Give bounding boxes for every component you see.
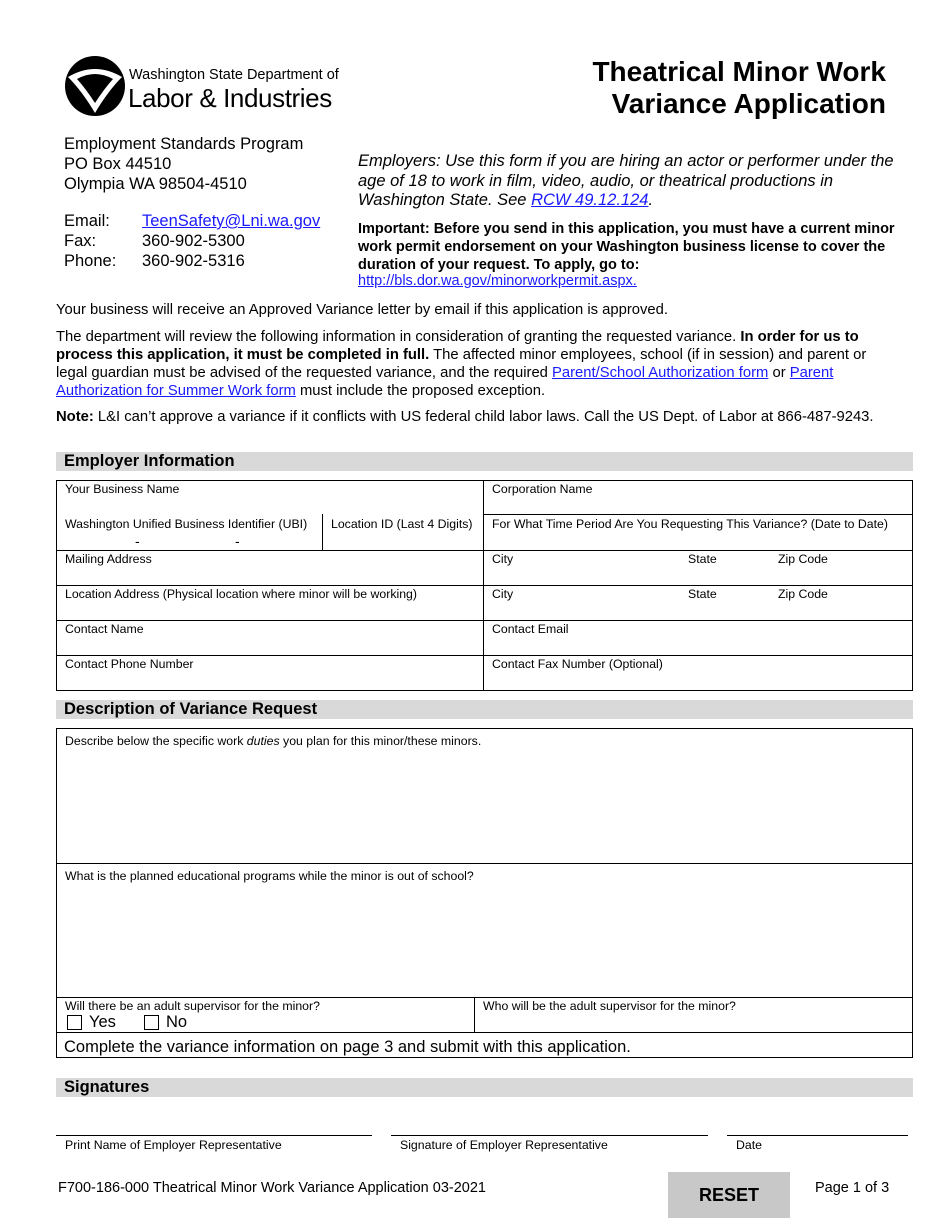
duties-field[interactable]	[65, 734, 481, 748]
ubi-separator: -	[135, 533, 140, 549]
agency-address	[64, 134, 303, 194]
phone-number: 360-902-5316	[142, 252, 245, 270]
business-name-field[interactable]: Your Business Name	[65, 482, 180, 496]
review-text-c: must include the proposed exception.	[295, 383, 546, 399]
review-text-or: or	[768, 365, 790, 381]
table-line	[56, 585, 913, 586]
program-name: Employment Standards Program	[64, 135, 304, 153]
employer-info-heading: Employer Information	[56, 452, 913, 471]
table-line	[56, 690, 913, 691]
page-number: Page 1 of 3	[815, 1180, 890, 1196]
table-line	[56, 728, 57, 1058]
form-id: F700-186-000 Theatrical Minor Work Variance Application 03-2021	[58, 1180, 486, 1196]
table-line	[474, 997, 475, 1032]
table-line	[56, 1032, 913, 1033]
contact-fax-field[interactable]: Contact Fax Number (Optional)	[492, 657, 663, 671]
note-text: L&I can’t approve a variance if it conflicts with US federal child labor laws. Call the US Dept. of Labor at 866-487-9243.	[93, 409, 874, 425]
reset-button[interactable]: RESET	[668, 1172, 790, 1218]
title-line1: Theatrical Minor Work	[592, 56, 886, 87]
supervisor-who-field[interactable]: Who will be the adult supervisor for the minor?	[483, 999, 736, 1013]
table-line	[56, 480, 913, 481]
table-line	[56, 620, 913, 621]
education-field[interactable]: What is the planned educational programs while the minor is out of school?	[65, 869, 474, 883]
title-line2: Variance Application	[611, 88, 886, 119]
signature-line	[56, 1135, 372, 1136]
contact-email-field[interactable]: Contact Email	[492, 622, 569, 636]
time-period-field[interactable]: For What Time Period Are You Requesting This Variance? (Date to Date)	[492, 517, 888, 531]
table-line	[912, 728, 913, 1058]
duties-text-b: you plan for this minor/these minors.	[279, 734, 482, 748]
note-paragraph	[56, 408, 896, 426]
review-text-b: The affected minor employees, school (if in session) and parent or legal guardian must be advised of the requested variance, and the required	[56, 347, 867, 381]
approval-paragraph: Your business will receive an Approved Variance letter by email if this application is approved.	[56, 302, 668, 318]
mailing-zip-field[interactable]: Zip Code	[778, 552, 828, 566]
location-city-field[interactable]: City	[492, 587, 514, 601]
date-field[interactable]: Date	[736, 1138, 762, 1152]
lni-logo-icon	[64, 55, 126, 117]
intro-body: Employers: Use this form if you are hiring an actor or performer under the age of 18 to work in film, video, audio, or theatrical productions in Washington State. See	[358, 152, 894, 209]
contact-name-field[interactable]: Contact Name	[65, 622, 144, 636]
signature-line	[391, 1135, 708, 1136]
ubi-separator: -	[235, 533, 240, 549]
phone-label: Phone:	[64, 252, 117, 270]
logo-line2: Labor & Industries	[128, 83, 332, 113]
table-line	[56, 728, 913, 729]
duties-text-em: duties	[246, 734, 280, 748]
table-line	[56, 1057, 913, 1058]
table-line	[56, 997, 913, 998]
review-paragraph	[56, 328, 896, 400]
rcw-link[interactable]: RCW 49.12.124	[531, 191, 649, 209]
ubi-field[interactable]: Washington Unified Business Identifier (UBI)	[65, 517, 308, 531]
signature-field[interactable]: Signature of Employer Representative	[400, 1138, 608, 1152]
logo-line1: Washington State Department of	[129, 67, 339, 83]
location-id-field[interactable]: Location ID (Last 4 Digits)	[331, 517, 473, 531]
signatures-heading: Signatures	[56, 1078, 913, 1097]
supervisor-no-checkbox[interactable]	[144, 1015, 159, 1030]
table-line	[322, 514, 323, 551]
mailing-address-field[interactable]: Mailing Address	[65, 552, 152, 566]
city-line: Olympia WA 98504-4510	[64, 175, 247, 193]
mailing-state-field[interactable]: State	[688, 552, 717, 566]
supervisor-yes-checkbox[interactable]	[67, 1015, 82, 1030]
parent-summer-auth-link[interactable]: Parent Authorization for Summer Work form	[56, 365, 834, 399]
fax-label: Fax:	[64, 232, 97, 250]
intro-text	[358, 152, 898, 211]
supervisor-yes-label: Yes	[89, 1013, 116, 1031]
location-address-field[interactable]: Location Address (Physical location where minor will be working)	[65, 587, 417, 601]
review-text-a: The department will review the following information in consideration of granting the requested variance.	[56, 329, 741, 345]
complete-variance-note: Complete the variance information on page 3 and submit with this application.	[64, 1038, 631, 1056]
email-label: Email:	[64, 212, 110, 230]
table-line	[56, 863, 913, 864]
corporation-name-field[interactable]: Corporation Name	[492, 482, 593, 496]
signature-line	[727, 1135, 908, 1136]
email-link[interactable]: TeenSafety@Lni.wa.gov	[142, 212, 321, 230]
agency-logo	[64, 55, 339, 117]
location-state-field[interactable]: State	[688, 587, 717, 601]
description-heading: Description of Variance Request	[56, 700, 913, 719]
po-box: PO Box 44510	[64, 155, 172, 173]
intro-end: .	[648, 191, 654, 209]
page-title	[592, 56, 886, 120]
table-line	[56, 655, 913, 656]
print-name-field[interactable]: Print Name of Employer Representative	[65, 1138, 282, 1152]
mailing-city-field[interactable]: City	[492, 552, 514, 566]
note-label: Note:	[56, 409, 94, 425]
review-text-bold: In order for us to process this application, it must be completed in full.	[56, 329, 859, 363]
duties-text-a: Describe below the specific work	[65, 734, 247, 748]
table-line	[56, 550, 913, 551]
fax-number: 360-902-5300	[142, 232, 245, 250]
table-line	[483, 514, 913, 515]
important-notice: Important: Before you send in this application, you must have a current minor work permit endorsement on your Washington business license to cover the duration of your request. To apply, go to:	[358, 221, 895, 273]
minor-work-permit-link[interactable]: http://bls.dor.wa.gov/minorworkpermit.aspx.	[358, 273, 637, 289]
supervisor-no-label: No	[166, 1013, 188, 1031]
location-zip-field[interactable]: Zip Code	[778, 587, 828, 601]
contact-phone-field[interactable]: Contact Phone Number	[65, 657, 194, 671]
supervisor-question: Will there be an adult supervisor for the minor?	[65, 999, 320, 1013]
parent-school-auth-link[interactable]: Parent/School Authorization form	[552, 365, 769, 381]
